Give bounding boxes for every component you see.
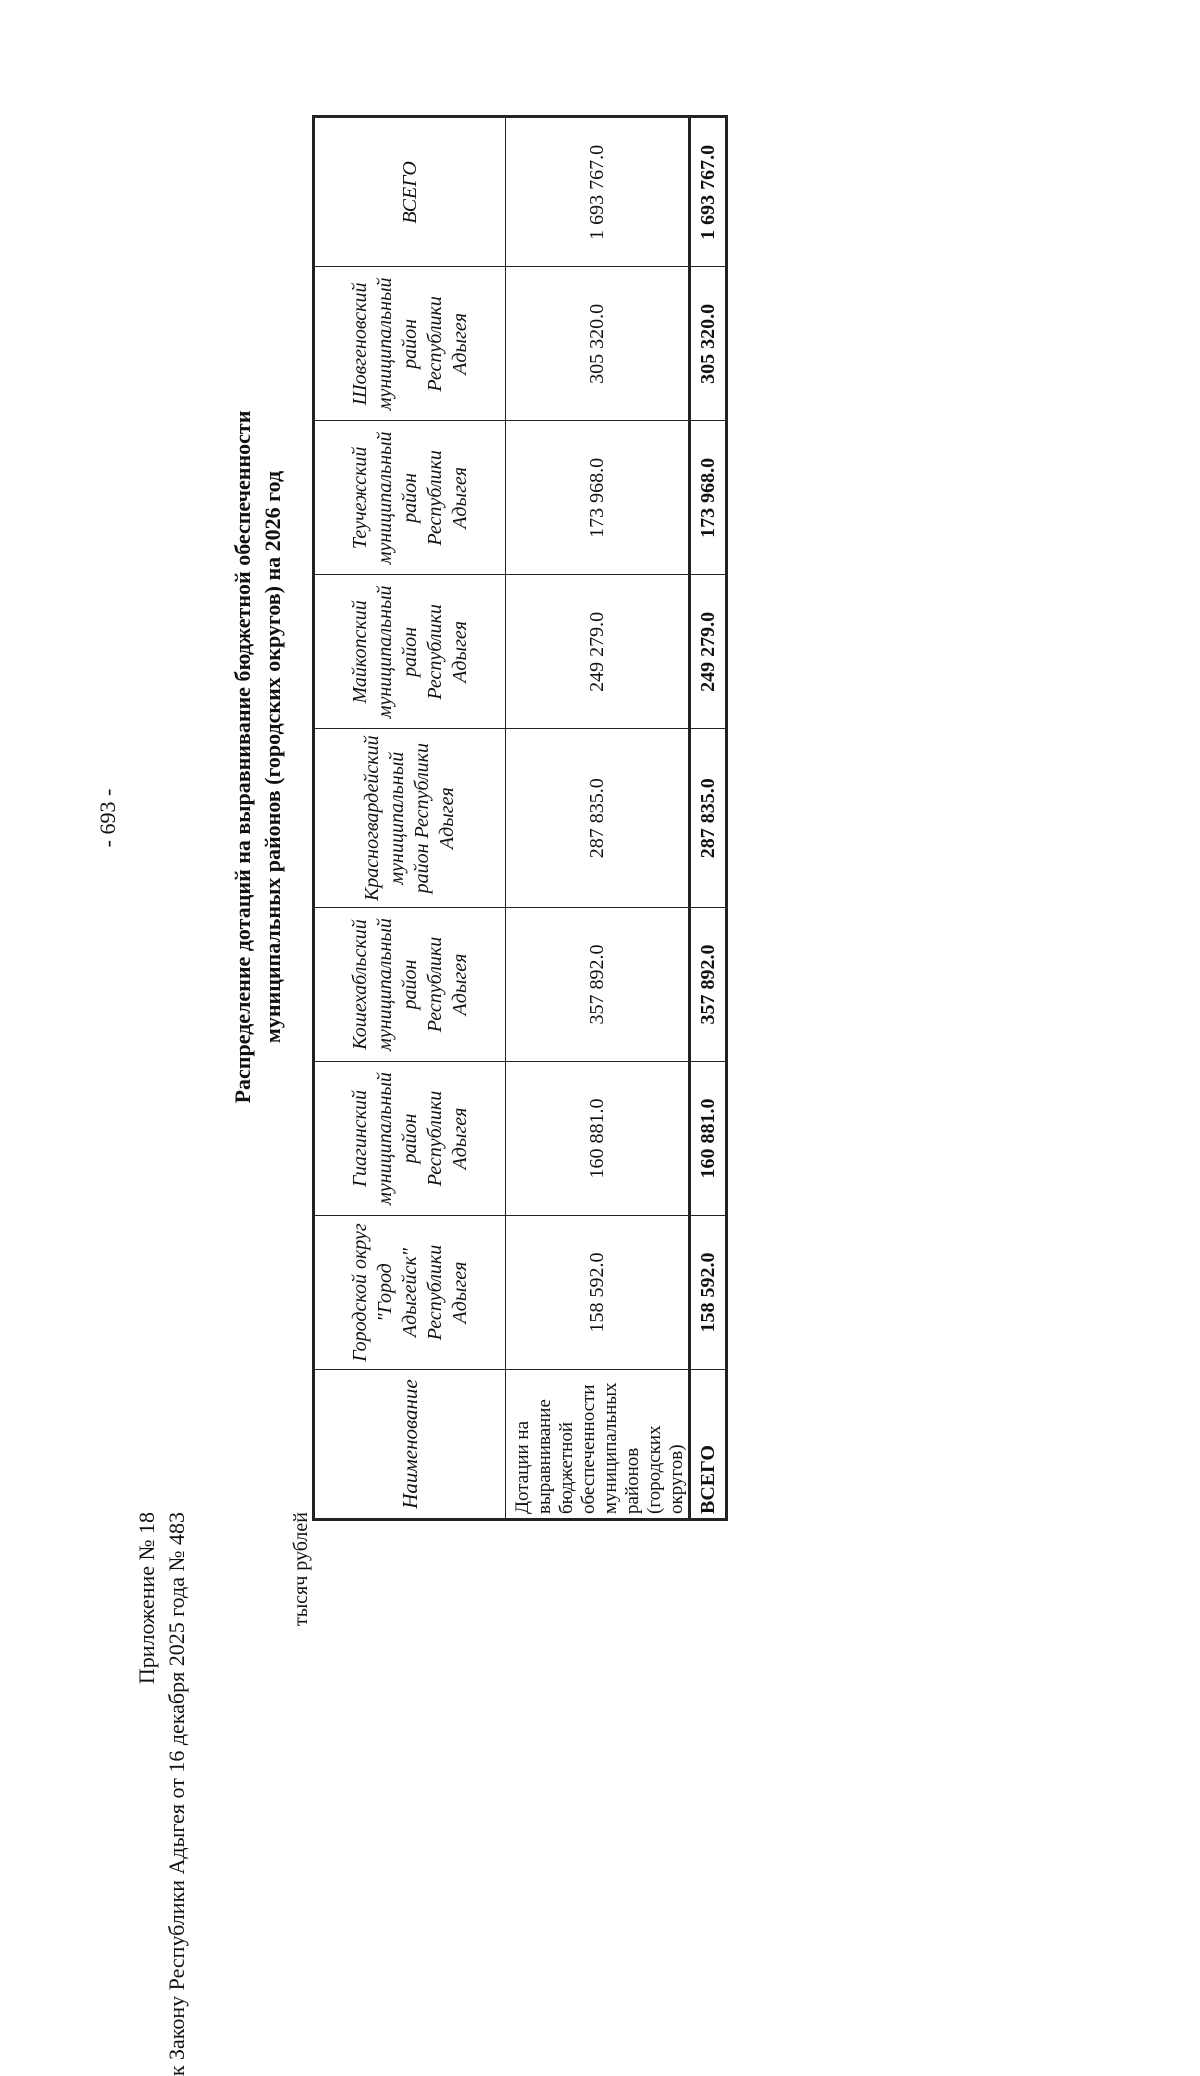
cell-value: 305 320.0: [506, 267, 690, 421]
header-col-4-line-3: район Республики: [411, 742, 433, 894]
total-value: 287 835.0: [690, 729, 727, 908]
appendix-header: [132, 1512, 192, 2076]
header-col-1: [314, 1216, 506, 1370]
header-col-4: [314, 729, 506, 908]
header-col-5: [314, 575, 506, 729]
total-value: 173 968.0: [690, 421, 727, 575]
total-value: 249 279.0: [690, 575, 727, 729]
header-col-7-line-4: Адыгея: [448, 312, 471, 375]
header-col-4-line-1: Красногвардейский: [361, 735, 383, 901]
header-col-2-line-2: муниципальный: [373, 1072, 396, 1205]
total-value: 1 693 767.0: [690, 117, 727, 267]
header-col-2-line-4: Адыгея: [448, 1107, 471, 1170]
header-col-1-line-1: Городской округ: [348, 1223, 371, 1362]
header-col-total: ВСЕГО: [314, 117, 506, 267]
document-title: [228, 257, 288, 1257]
total-value: 305 320.0: [690, 267, 727, 421]
header-col-1-line-2: "Город Адыгейск": [373, 1247, 421, 1338]
appendix-line-2: к Закону Республики Адыгея от 16 декабря 2025 года № 483: [164, 1512, 189, 2076]
title-line-1: Распределение дотаций на выравнивание бюджетной обеспеченности: [230, 410, 255, 1104]
header-col-5-line-1: Майкопский: [348, 600, 371, 704]
header-col-6-line-4: Адыгея: [448, 466, 471, 529]
header-col-6-line-3: район Республики: [398, 450, 446, 546]
cell-value: 357 892.0: [506, 908, 690, 1062]
header-col-7: [314, 267, 506, 421]
header-col-7-line-1: Шовгеновский: [348, 282, 371, 406]
total-value: 160 881.0: [690, 1062, 727, 1216]
cell-value: 160 881.0: [506, 1062, 690, 1216]
cell-value: 1 693 767.0: [506, 117, 690, 267]
header-col-5-line-3: район Республики: [398, 604, 446, 700]
header-col-3: [314, 908, 506, 1062]
table-header-row: [314, 117, 506, 1520]
header-name: Наименование: [314, 1370, 506, 1520]
title-line-2: муниципальных районов (городских округов) на 2026 год: [260, 470, 285, 1044]
subsidies-table: [312, 115, 728, 1521]
header-col-4-line-4: Адыгея: [436, 787, 458, 850]
header-col-6-line-1: Теучежский: [348, 446, 371, 550]
header-col-7-line-2: муниципальный: [373, 277, 396, 411]
header-col-5-line-2: муниципальный: [373, 585, 396, 719]
total-value: 357 892.0: [690, 908, 727, 1062]
cell-value: 173 968.0: [506, 421, 690, 575]
table-row: [506, 117, 690, 1520]
header-col-2-line-3: район Республики: [398, 1090, 446, 1187]
header-col-7-line-3: район Республики: [398, 296, 446, 392]
cell-value: 158 592.0: [506, 1216, 690, 1370]
header-col-6: [314, 421, 506, 575]
header-col-3-line-2: муниципальный: [373, 918, 396, 1051]
header-col-2-line-1: Гиагинский: [348, 1090, 371, 1187]
cell-value: 287 835.0: [506, 729, 690, 908]
header-col-4-line-2: муниципальный: [386, 751, 408, 885]
units-label: тысяч рублей: [290, 1512, 312, 1627]
appendix-line-1: Приложение № 18: [134, 1512, 159, 1685]
total-label: ВСЕГО: [690, 1370, 727, 1520]
page-number: - 693 -: [95, 788, 120, 848]
row-name: Дотации на выравнивание бюджетной обеспеченности муниципальных районов (городских округов): [506, 1370, 690, 1520]
header-col-3-line-1: Кошехабльский: [348, 919, 371, 1050]
header-col-3-line-3: район Республики: [398, 936, 446, 1033]
cell-value: 249 279.0: [506, 575, 690, 729]
header-col-3-line-4: Адыгея: [448, 953, 471, 1016]
total-value: 158 592.0: [690, 1216, 727, 1370]
header-col-5-line-4: Адыгея: [448, 620, 471, 683]
header-col-1-line-3: Республики Адыгея: [423, 1244, 471, 1341]
table-total-row: [690, 117, 727, 1520]
header-col-6-line-2: муниципальный: [373, 431, 396, 565]
header-col-2: [314, 1062, 506, 1216]
